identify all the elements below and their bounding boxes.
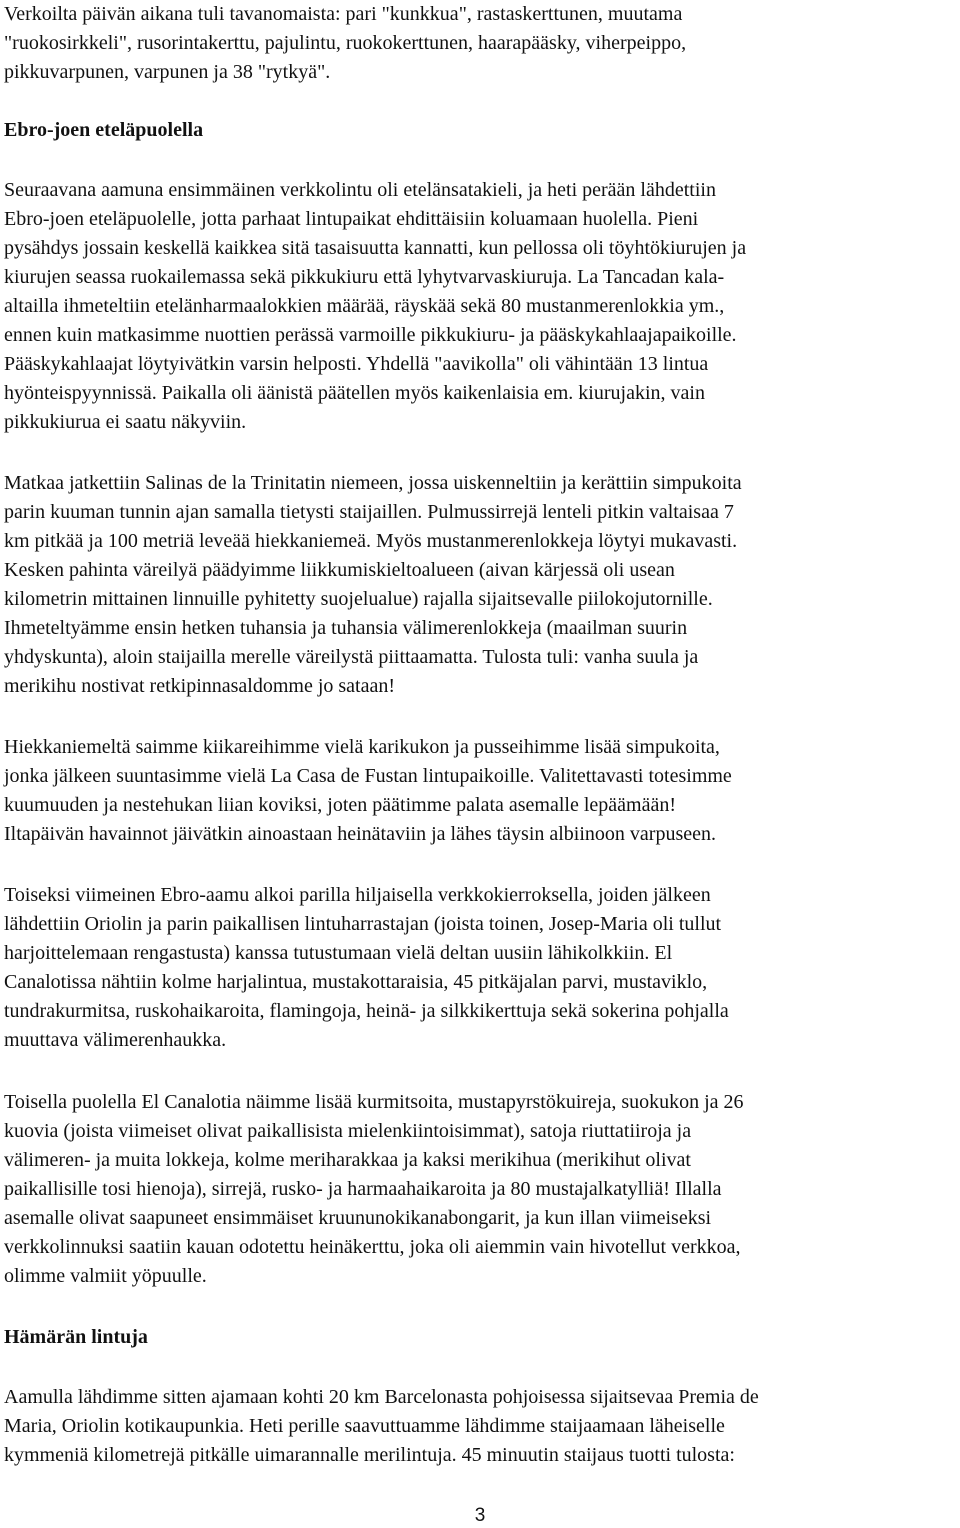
paragraph-aamulla (4, 1383, 956, 1470)
text-line: Matkaa jatkettiin Salinas de la Trinitatin niemeen, jossa uiskenneltiin ja kerättiin simpukoita (4, 472, 742, 494)
text-line: parin kuuman tunnin ajan samalla tietysti staijaillen. Pulmussirrejä lenteli pitkin valtaisaa 7 (4, 501, 734, 523)
text-line: kilometrin mittainen linnuille pyhitetty suojelualue) rajalla sijaitsevalle piilokojutornille. (4, 588, 713, 610)
text-line: Pääskykahlaajat löytyivätkin varsin helposti. Yhdellä "aavikolla" oli vähintään 13 lintua (4, 353, 709, 375)
text-line: Iltapäivän havainnot jäivätkin ainoastaan heinätaviin ja lähes täysin albiinoon varpuseen. (4, 823, 716, 845)
text-line: kymmeniä kilometrejä pitkälle uimarannalle merilintuja. 45 minuutin staijaus tuotti tulosta: (4, 1444, 735, 1466)
text-line: Verkoilta päivän aikana tuli tavanomaista: pari "kunkkua", rastaskerttunen, muutama (4, 3, 683, 25)
text-line: Toisella puolella El Canalotia näimme lisää kurmitsoita, mustapyrstökuireja, suokukon ja 26 (4, 1091, 744, 1113)
text-line: Seuraavana aamuna ensimmäinen verkkolintu oli etelänsatakieli, ja heti perään lähdettiin (4, 179, 716, 201)
text-line: välimeren- ja muita lokkeja, kolme meriharakkaa ja kaksi merikihua (merikihut olivat (4, 1149, 691, 1171)
text-line: kuumuuden ja nestehukan liian koviksi, joten päätimme palata asemalle lepäämään! (4, 794, 676, 816)
text-line: Toiseksi viimeinen Ebro-aamu alkoi parilla hiljaisella verkkokierroksella, joiden jälkeen (4, 884, 711, 906)
section-heading-ebro: Ebro-joen eteläpuolella (4, 119, 204, 141)
paragraph-matkaa (4, 469, 956, 701)
text-line: Aamulla lähdimme sitten ajamaan kohti 20 km Barcelonasta pohjoisessa sijaitsevaa Premia de (4, 1386, 759, 1408)
text-line: Canalotissa nähtiin kolme harjalintua, mustakottaraisia, 45 pitkäjalan parvi, mustaviklo, (4, 971, 708, 993)
page-number: 3 (474, 1505, 486, 1526)
text-line: pikkuvarpunen, varpunen ja 38 "rytkyä". (4, 61, 331, 83)
text-line: Ebro-joen eteläpuolelle, jotta parhaat lintupaikat ehdittäisiin koluamaan huolella. Pieni (4, 208, 699, 230)
text-line: "ruokosirkkeli", rusorintakerttu, pajulintu, ruokokerttunen, haarapääsky, viherpeippo, (4, 32, 687, 54)
text-line: paikallisille tosi hienoja), sirrejä, rusko- ja harmaahaikaroita ja 80 mustajalkatylliä! Illalla (4, 1178, 722, 1200)
text-line: ennen kuin matkasimme nuottien perässä varmoille pikkukiuru- ja pääskykahlaajapaikoille. (4, 324, 737, 346)
text-line: km pitkää ja 100 metriä leveää hiekkaniemeä. Myös mustanmerenlokkeja löytyi mukavasti. (4, 530, 738, 552)
text-line: jonka jälkeen suuntasimme vielä La Casa de Fustan lintupaikoille. Valitettavasti totesimme (4, 765, 732, 787)
text-line: olimme valmiit yöpuulle. (4, 1265, 207, 1287)
text-line: altailla ihmeteltiin etelänharmaalokkien määrää, räyskää sekä 80 mustanmerenlokkia ym., (4, 295, 725, 317)
text-line: hyönteispyynnissä. Paikalla oli äänistä päätellen myös kaikenlaisia em. kiurujakin, vain (4, 382, 705, 404)
text-line: kiurujen seassa ruokailemassa sekä pikkukiuru että lyhytvarvaskiuruja. La Tancadan kala- (4, 266, 725, 288)
text-line: pysähdys jossain keskellä kaikkea sitä tasaisuutta kannatti, kun pellossa oli töyhtökiurujen ja (4, 237, 747, 259)
paragraph-hiekkaniemelta (4, 733, 956, 849)
text-line: Maria, Oriolin kotikaupunkia. Heti perille saavuttuamme lähdimme staijaamaan läheiselle (4, 1415, 725, 1437)
text-line: asemalle olivat saapuneet ensimmäiset kruununokikanabongarit, ja kun illan viimeiseksi (4, 1207, 712, 1229)
section-heading-hamara: Hämärän lintuja (4, 1326, 148, 1348)
text-line: verkkolinnuksi saatiin kauan odotettu heinäkerttu, joka oli aiemmin vain hivotellut verkkoa, (4, 1236, 741, 1258)
text-line: Kesken pahinta väreilyä päädyimme liikkumiskieltoalueen (aivan kärjessä oli usean (4, 559, 675, 581)
text-line: lähdettiin Oriolin ja parin paikallisen lintuharrastajan (joista toinen, Josep-Maria oli tullut (4, 913, 722, 935)
text-line: tundrakurmitsa, ruskohaikaroita, flamingoja, heinä- ja silkkikerttuja sekä sokerina pohjalla (4, 1000, 729, 1022)
text-line: muuttava välimerenhaukka. (4, 1029, 227, 1051)
text-line: Hiekkaniemeltä saimme kiikareihimme vielä karikukon ja pusseihimme lisää simpukoita, (4, 736, 720, 758)
paragraph-toiseksi (4, 881, 956, 1055)
text-line: kuovia (joista viimeiset olivat paikallisista mielenkiintoisimmat), satoja riuttatiiroja ja (4, 1120, 692, 1142)
paragraph-verkoilta (4, 0, 956, 87)
text-line: merikihu nostivat retkipinnasaldomme jo sataan! (4, 675, 396, 697)
paragraph-toisella (4, 1088, 956, 1291)
text-line: yhdyskunta), aloin staijailla merelle väreilystä piittaamatta. Tulosta tuli: vanha suula ja (4, 646, 699, 668)
text-line: Ihmeteltyämme ensin hetken tuhansia ja tuhansia välimerenlokkeja (maailman suurin (4, 617, 688, 639)
text-line: harjoittelemaan rengastusta) kanssa tutustumaan vielä deltan uusiin lähikolkkiin. El (4, 942, 673, 964)
paragraph-seuraavana (4, 176, 956, 437)
text-line: pikkukiurua ei saatu näkyviin. (4, 411, 247, 433)
